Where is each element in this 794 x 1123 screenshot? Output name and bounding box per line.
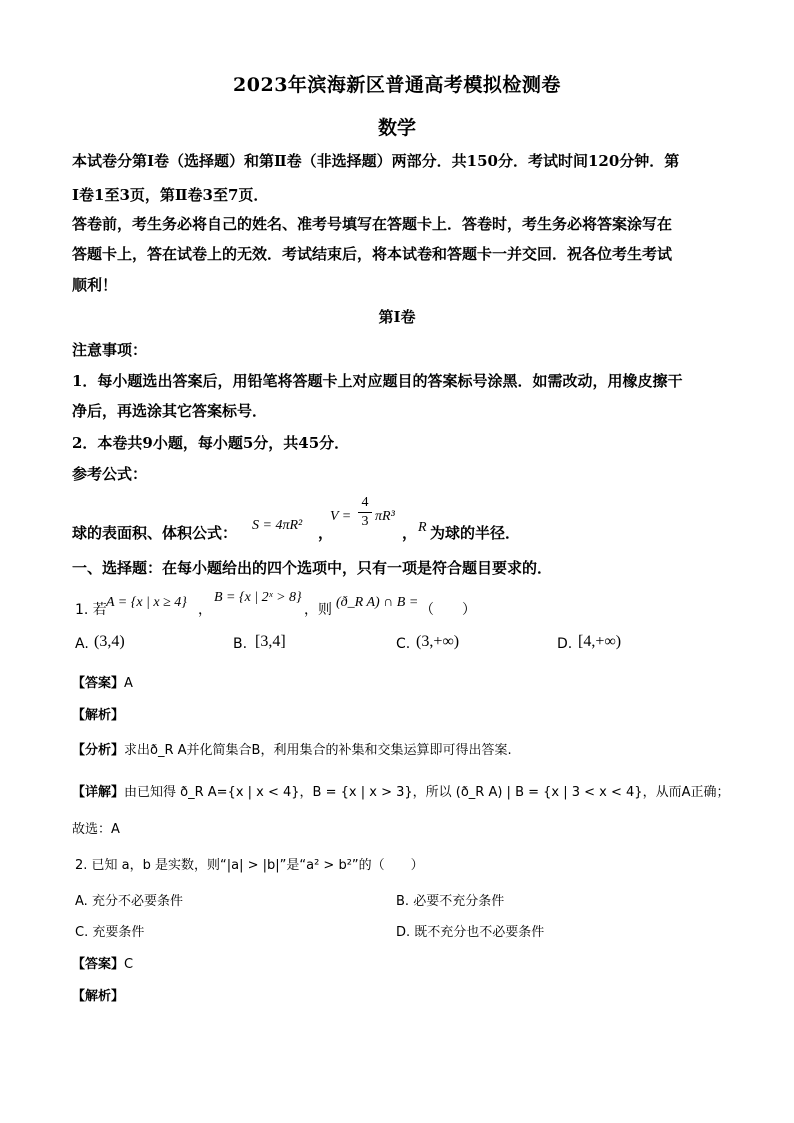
q1-option-d: [4,+∞) [578,633,622,650]
intro-line-1: 本试卷分第Ⅰ卷（选择题）和第Ⅱ卷（非选择题）两部分．共150分．考试时间120分钟．第 [72,152,680,170]
sphere-area-formula: S = 4πR² [252,518,303,533]
q1-answer-tag: 【答案】 [72,676,125,691]
formula-prefix: 球的表面积、体积公式： [72,524,238,542]
sphere-volume-lhs: V = [330,509,352,524]
q1-xiangjie-row [72,781,729,800]
q2-option-a [75,890,183,909]
q1-fenxi-tag: 【分析】 [72,743,125,758]
q1-set-b: B = {x | 2ˣ > 8} [214,590,302,605]
q2-analysis-tag: 【解析】 [72,989,125,1004]
q1-option-a: (3,4) [94,633,125,650]
q2-option-a-text: 充分不必要条件 [91,894,183,909]
q1-answer-row [72,672,133,691]
q2-option-a-label: A. [75,894,88,909]
q2-option-d [396,921,544,940]
q2-option-c [75,921,144,940]
q2-answer-tag: 【答案】 [72,957,125,972]
q1-analysis-tag: 【解析】 [72,708,125,723]
q2-stem: 2. 已知 a，b 是实数，则“|a| > |b|”是“a² > b²”的（ ） [75,858,424,873]
q1-xiangjie-tag: 【详解】 [72,785,125,800]
fraction-numerator: 4 [361,495,369,510]
q1-comma: ， [198,602,212,618]
q1-option-c: (3,+∞) [416,633,460,650]
sphere-volume-rhs: πR³ [375,509,395,524]
q2-option-b [396,890,504,909]
q2-answer-row [72,953,133,972]
q2-answer: C [124,957,134,972]
fraction-bar [358,512,372,513]
subject-title: 数学 [377,117,416,139]
q1-stem-then: ，则 [304,602,332,618]
q1-expression: (ð_R A) ∩ B = [336,595,419,610]
intro-line-4: 答题卡上，答在试卷上的无效．考试结束后，将本试卷和答题卡一并交回．祝各位考生考试 [72,245,673,263]
note-2: 2．本卷共9小题，每小题5分，共45分． [72,434,350,452]
note-1-line-1: 1．每小题选出答案后，用铅笔将答题卡上对应题目的答案标号涂黑．如需改动，用橡皮擦干 [72,372,683,390]
intro-line-3: 答卷前，考生务必将自己的姓名、准考号填写在答题卡上．答卷时，考生务必将答案涂写在 [72,215,673,233]
q2-option-c-label: C. [75,925,89,940]
note-1-line-2: 净后，再选涂其它答案标号． [72,402,268,420]
part-heading: 第Ⅰ卷 [378,308,416,326]
q1-option-b: [3,4] [255,633,286,650]
q1-xiangjie-text: 由已知得 ð_R A={x | x < 4}，B = {x | x > 3}，所以 (ð_R A) | B = {x | 3 < x < 4}，从而A正确； [124,785,730,800]
q1-set-a: A = {x | x ≥ 4} [106,595,187,610]
q1-option-d-label: D. [557,636,573,652]
fraction-denominator: 3 [361,514,369,529]
q2-option-b-text: 必要不充分条件 [413,894,505,909]
q2-option-d-label: D. [396,925,411,940]
sphere-volume-fraction [358,495,372,530]
formula-comma: ， [318,524,334,542]
formula-comma-2: ， [402,524,418,542]
formula-title: 参考公式： [72,465,148,483]
q1-option-a-label: A. [75,636,89,652]
formula-suffix: 为球的半径． [430,524,521,542]
q2-option-b-label: B. [396,894,410,909]
page-title: 2023年滨海新区普通高考模拟检测卷 [233,74,561,96]
q1-stem-start: 1. 若 [75,602,107,618]
notes-title: 注意事项： [72,341,148,359]
q1-answer: A [124,676,133,691]
q1-option-c-label: C. [396,636,411,652]
q2-option-c-text: 充要条件 [92,925,145,940]
intro-line-2: Ⅰ卷1至3页，第Ⅱ卷3至7页． [72,186,269,204]
q1-conclusion: 故选：A [72,822,120,837]
q1-fenxi-row [72,739,512,758]
section-heading: 一、选择题：在每小题给出的四个选项中，只有一项是符合题目要求的． [72,559,553,577]
q1-option-b-label: B. [233,636,248,652]
q1-blank: （ ） [420,602,476,618]
q1-fenxi-text: 求出ð_R A并化简集合B，利用集合的补集和交集运算即可得出答案. [124,743,512,758]
intro-line-5: 顺利！ [72,276,118,294]
radius-symbol: R [418,520,427,535]
q2-option-d-text: 既不充分也不必要条件 [414,925,545,940]
